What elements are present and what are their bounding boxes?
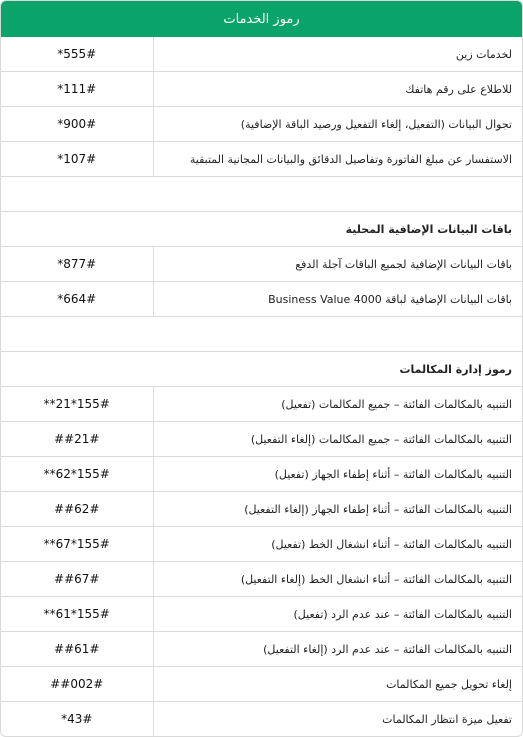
table-row (1, 422, 522, 457)
service-code: **61*155# (1, 597, 153, 632)
service-description: التنبيه بالمكالمات الفائتة – أثناء انشغال الخط (إلغاء التفعيل) (153, 562, 522, 597)
table-row (1, 597, 522, 632)
service-description: التنبيه بالمكالمات الفائتة – أثناء إطفاء الجهاز (تفعيل) (153, 457, 522, 492)
panel-title: رموز الخدمات (223, 11, 300, 27)
service-code: ##67# (1, 562, 153, 597)
table-row (1, 387, 522, 422)
panel-header (1, 1, 522, 37)
table-row (1, 667, 522, 702)
service-code: *900# (1, 107, 153, 142)
service-description: إلغاء تحويل جميع المكالمات (153, 667, 522, 702)
table-row (1, 527, 522, 562)
service-code: **67*155# (1, 527, 153, 562)
service-code: ##002# (1, 667, 153, 702)
service-description: التنبيه بالمكالمات الفائتة – عند عدم الرد (تفعيل) (153, 597, 522, 632)
codes-table-body (1, 37, 522, 737)
section-heading-row (1, 212, 522, 247)
service-code: **62*155# (1, 457, 153, 492)
spacer-cell (1, 177, 522, 212)
spacer-row (1, 177, 522, 212)
service-code: ##61# (1, 632, 153, 667)
service-description: التنبيه بالمكالمات الفائتة – أثناء انشغال الخط (تفعيل) (153, 527, 522, 562)
service-code: **21*155# (1, 387, 153, 422)
section-heading: باقات البيانات الإضافية المحلية (1, 212, 522, 247)
service-code: *111# (1, 72, 153, 107)
table-row (1, 632, 522, 667)
service-code: *43# (1, 702, 153, 737)
service-description: الاستفسار عن مبلغ الفاتورة وتفاصيل الدقائق والبيانات المجانية المتبقية (153, 142, 522, 177)
service-description: التنبيه بالمكالمات الفائتة – جميع المكالمات (إلغاء التفعيل) (153, 422, 522, 457)
service-description: للاطلاع على رقم هاتفك (153, 72, 522, 107)
table-row (1, 107, 522, 142)
service-description: تفعيل ميزة انتظار المكالمات (153, 702, 522, 737)
service-description: تجوال البيانات (التفعيل، إلغاء التفعيل ورصيد الباقة الإضافية) (153, 107, 522, 142)
table-row (1, 37, 522, 72)
service-description: لخدمات زين (153, 37, 522, 72)
service-code: *107# (1, 142, 153, 177)
codes-table (1, 37, 522, 737)
service-description: التنبيه بالمكالمات الفائتة – جميع المكالمات (تفعيل) (153, 387, 522, 422)
table-row (1, 247, 522, 282)
service-description: التنبيه بالمكالمات الفائتة – عند عدم الرد (إلغاء التفعيل) (153, 632, 522, 667)
table-row (1, 702, 522, 737)
spacer-row (1, 317, 522, 352)
service-description: باقات البيانات الإضافية لباقة Business Value 4000 (153, 282, 522, 317)
table-row (1, 562, 522, 597)
service-code: *664# (1, 282, 153, 317)
table-row (1, 72, 522, 107)
table-row (1, 492, 522, 527)
service-code: *555# (1, 37, 153, 72)
table-row (1, 142, 522, 177)
spacer-cell (1, 317, 522, 352)
section-heading: رموز إدارة المكالمات (1, 352, 522, 387)
service-code: *877# (1, 247, 153, 282)
service-code: ##62# (1, 492, 153, 527)
table-row (1, 282, 522, 317)
service-description: التنبيه بالمكالمات الفائتة – أثناء إطفاء الجهاز (إلغاء التفعيل) (153, 492, 522, 527)
section-heading-row (1, 352, 522, 387)
service-code: ##21# (1, 422, 153, 457)
service-description: باقات البيانات الإضافية لجميع الباقات آجلة الدفع (153, 247, 522, 282)
table-row (1, 457, 522, 492)
